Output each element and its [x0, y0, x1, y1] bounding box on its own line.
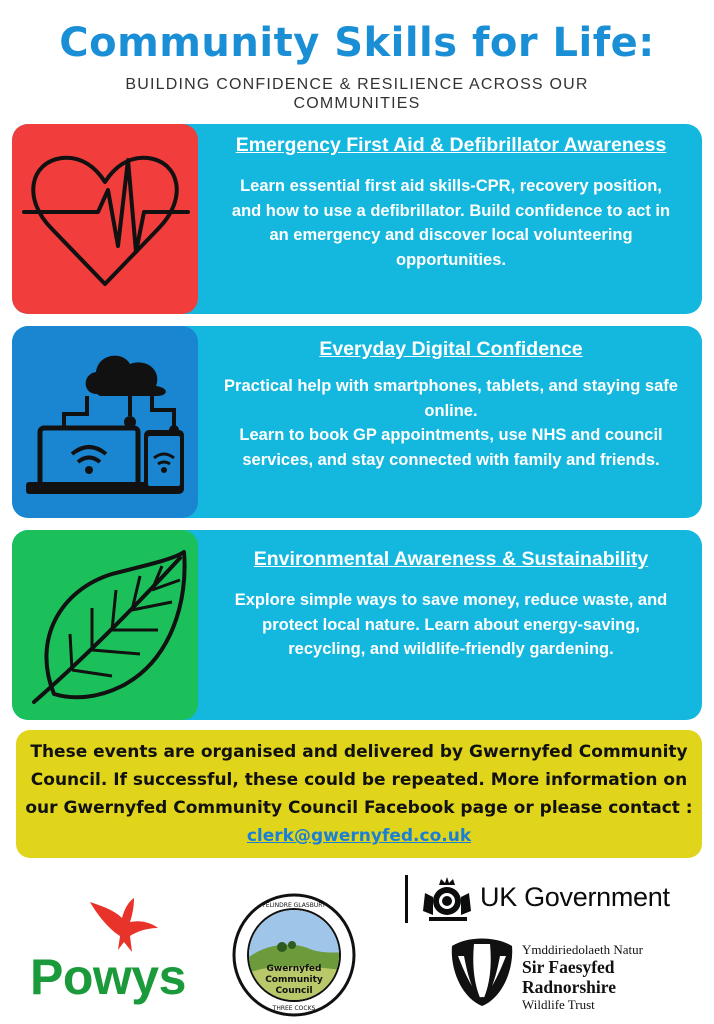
- card-first-aid: [12, 124, 702, 314]
- wildlife-trust-line-1: Ymddiriedolaeth Natur: [522, 942, 643, 957]
- notice-text: These events are organised and delivered by Gwernyfed Community Council. If successful, these could be repeated. More information on our Gwernyfed Community Council Facebook page or please contact :: [25, 742, 693, 818]
- wildlife-trust-logo: [522, 942, 643, 1012]
- digital-content: [208, 326, 694, 472]
- environment-title: Environmental Awareness & Sustainability: [253, 548, 649, 570]
- page-title: Community Skills for Life:: [59, 20, 655, 66]
- badger-icon: [448, 936, 516, 1008]
- digital-title: Everyday Digital Confidence: [319, 338, 583, 360]
- wildlife-trust-line-4: Wildlife Trust: [522, 997, 595, 1012]
- red-kite-icon: [88, 896, 160, 954]
- first-aid-body: Learn essential first aid skills-CPR, recovery position, and how to use a defibrillator. Build confidence to act in an emergency and discover local volunteering opportunities.: [231, 177, 671, 269]
- contact-email-link[interactable]: clerk@gwernyfed.co.uk: [246, 826, 472, 846]
- seal-top-text: FELINDRE GLASBURY: [262, 902, 326, 909]
- leaf-icon: [12, 530, 198, 720]
- first-aid-title: Emergency First Aid & Defibrillator Awareness: [235, 134, 667, 156]
- environment-content: [208, 530, 694, 662]
- card-digital: [12, 326, 702, 518]
- wildlife-trust-line-2: Sir Faesyfed: [522, 957, 615, 977]
- digital-body-1: Practical help with smartphones, tablets, and staying safe online.: [224, 377, 678, 420]
- environment-body: Explore simple ways to save money, reduce waste, and protect local nature. Learn about energy-saving, recycling, and wildlife-friendly gardening.: [234, 591, 668, 658]
- powys-logo-text: Powys: [30, 949, 186, 1005]
- uk-government-text: UK Government: [480, 882, 670, 912]
- wildlife-trust-line-3: Radnorshire: [522, 977, 616, 997]
- uk-government-crest-icon: [405, 875, 475, 923]
- heartbeat-icon: [12, 124, 198, 314]
- seal-name-2: Community: [265, 975, 323, 985]
- digital-body-2: Learn to book GP appointments, use NHS and council services, and stay connected with family and friends.: [239, 426, 663, 469]
- seal-bottom-text: THREE COCKS: [272, 1005, 316, 1012]
- cloud-devices-icon: [12, 326, 198, 518]
- first-aid-icon-box: [12, 124, 198, 314]
- seal-name-1: Gwernyfed: [266, 964, 322, 974]
- gwernyfed-seal-logo: [232, 893, 356, 1017]
- environment-icon-box: [12, 530, 198, 720]
- seal-name-3: Council: [275, 986, 313, 996]
- card-environment: [12, 530, 702, 720]
- page-subtitle: BUILDING CONFIDENCE & RESILIENCE ACROSS OUR COMMUNITIES: [125, 76, 589, 112]
- first-aid-content: [208, 124, 694, 272]
- digital-icon-box: [12, 326, 198, 518]
- notice-box: [16, 730, 702, 858]
